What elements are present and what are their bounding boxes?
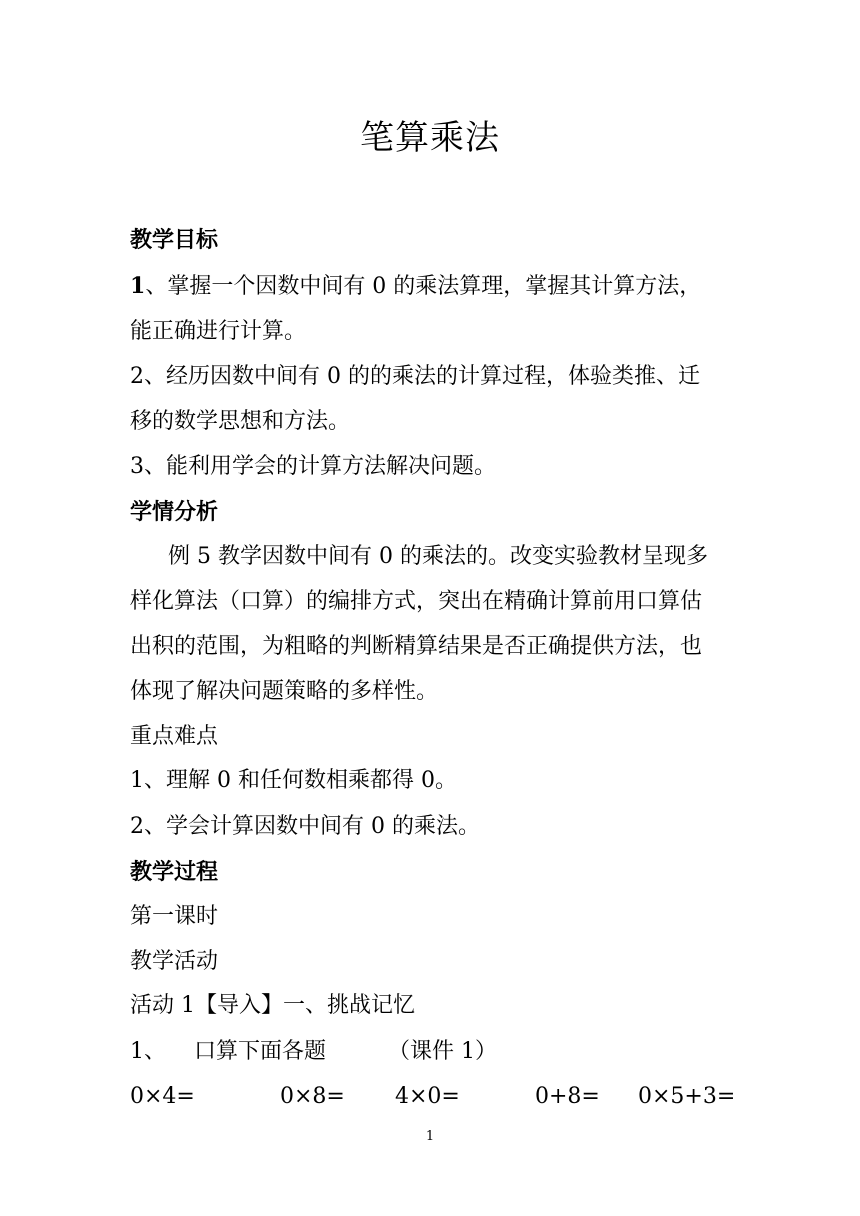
keypoint-2: 2、学会计算因数中间有 0 的乘法。: [130, 814, 480, 839]
goal-2-line-1: 2、经历因数中间有 0 的的乘法的计算过程，体验类推、迁: [130, 364, 700, 389]
goal-1-line-1: [130, 271, 740, 302]
analysis-line-4: 体现了解决问题策略的多样性。: [130, 679, 439, 704]
exercise-number: 1、: [130, 1039, 166, 1064]
analysis-line-2: 样化算法（口算）的编排方式，突出在精确计算前用口算估: [130, 589, 703, 614]
process-heading: 教学过程: [130, 859, 219, 885]
keypoints-heading: 重点难点: [130, 724, 219, 749]
lesson-label: 第一课时: [130, 904, 219, 929]
expression-1: 0×4=: [130, 1084, 195, 1109]
goal-2-line-2: 移的数学思想和方法。: [130, 409, 351, 434]
goal-1-line-2: 能正确进行计算。: [130, 319, 307, 344]
goal-1-text: 、掌握一个因数中间有 0 的乘法算理，掌握其计算方法，: [145, 274, 702, 299]
goals-heading: 教学目标: [130, 227, 219, 253]
activity-1-heading: 活动 1【导入】一、挑战记忆: [130, 993, 415, 1018]
analysis-line-1: 例 5 教学因数中间有 0 的乘法的。改变实验教材呈现多: [168, 544, 708, 569]
activities-label: 教学活动: [130, 949, 219, 974]
document-title: 笔算乘法: [360, 118, 500, 158]
expression-3: 4×0=: [395, 1084, 460, 1109]
expression-4: 0+8=: [535, 1084, 600, 1109]
expression-2: 0×8=: [280, 1084, 345, 1109]
analysis-line-3: 出积的范围，为粗略的判断精算结果是否正确提供方法，也: [130, 634, 703, 659]
expression-5: 0×5+3=: [638, 1084, 736, 1109]
goal-3: 3、能利用学会的计算方法解决问题。: [130, 454, 496, 479]
page-number: 1: [425, 1129, 435, 1144]
exercise-text: 口算下面各题: [194, 1039, 327, 1064]
keypoint-1: 1、理解 0 和任何数相乘都得 0。: [130, 768, 457, 793]
goal-1-number: 1: [130, 273, 146, 299]
exercise-reference: （课件 1）: [388, 1039, 497, 1064]
analysis-heading: 学情分析: [130, 499, 219, 525]
